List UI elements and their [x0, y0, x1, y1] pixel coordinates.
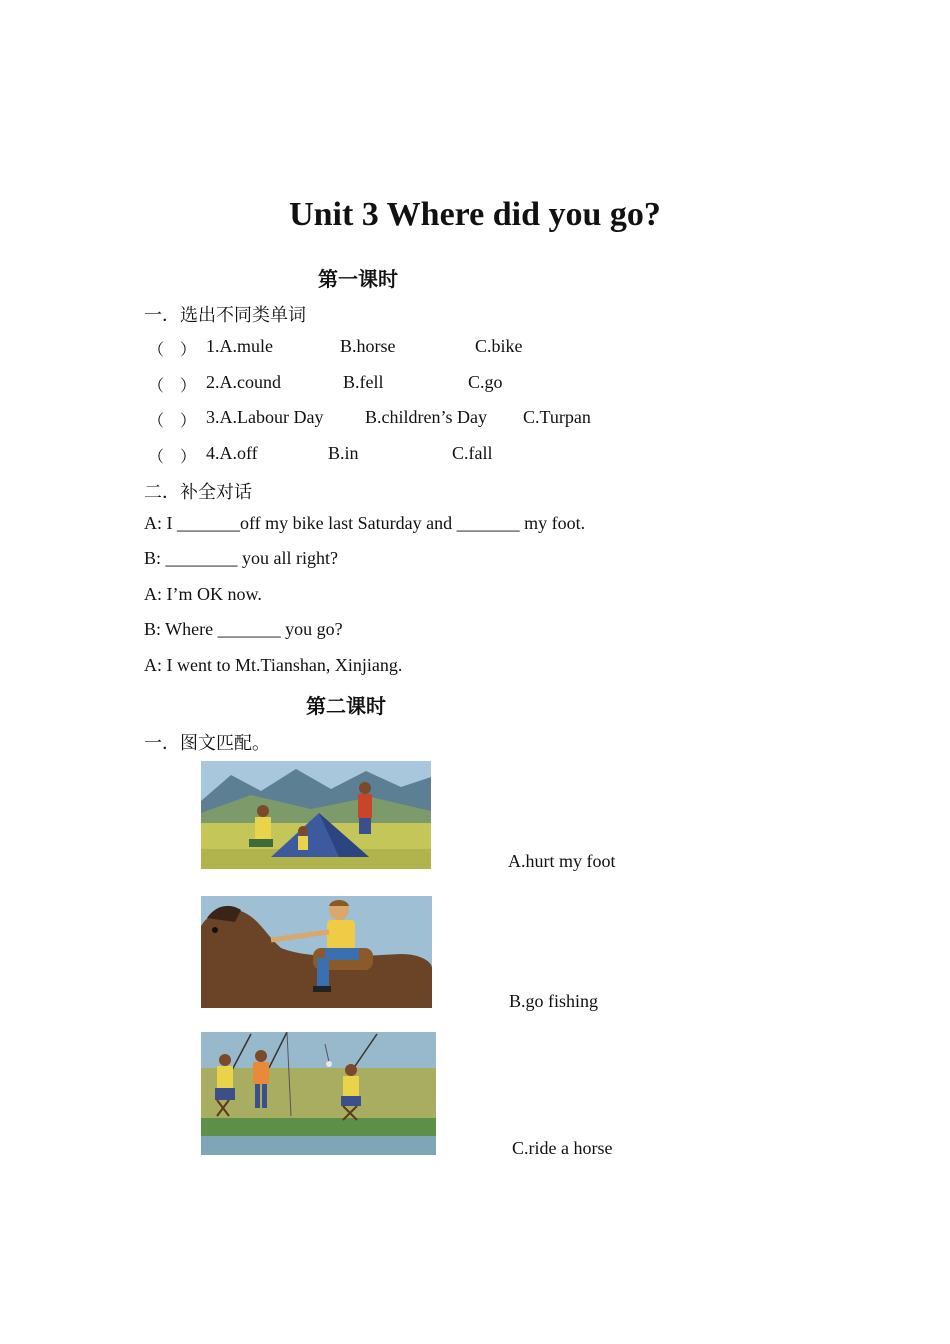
match-option-b: B.go fishing: [509, 991, 599, 1011]
option-a: 4.A.off: [206, 443, 258, 463]
dialogue-line: A: I’m OK now.: [144, 584, 262, 604]
option-a: 1.A.mule: [206, 336, 273, 356]
lesson2-heading: 第二课时: [306, 696, 386, 718]
tent-camping-picture: [201, 761, 431, 869]
option-c: C.go: [468, 372, 503, 392]
option-b: B.horse: [340, 336, 396, 356]
horse-riding-picture: [201, 896, 432, 1008]
lesson1-part2-heading: 二．补全对话: [144, 482, 252, 502]
match-option-c: C.ride a horse: [512, 1138, 613, 1158]
option-b: B.in: [328, 443, 359, 463]
option-c: C.bike: [475, 336, 523, 356]
answer-parentheses: （ ）: [148, 413, 197, 430]
dialogue-line: B: ________ you all right?: [144, 548, 338, 568]
option-c: C.Turpan: [523, 407, 591, 427]
answer-parentheses: （ ）: [148, 342, 197, 359]
dialogue-line: A: I _______off my bike last Saturday and _______ my foot.: [144, 513, 586, 533]
fishing-picture: [201, 1032, 436, 1155]
option-c: C.fall: [452, 443, 493, 463]
lesson1-heading: 第一课时: [318, 269, 398, 291]
option-b: B.fell: [343, 372, 384, 392]
lesson1-part1-heading: 一．选出不同类单词: [144, 305, 306, 325]
dialogue-line: B: Where _______ you go?: [144, 619, 343, 639]
dialogue-line: A: I went to Mt.Tianshan, Xinjiang.: [144, 655, 403, 675]
answer-parentheses: （ ）: [148, 449, 197, 466]
option-a: 3.A.Labour Day: [206, 407, 324, 427]
option-b: B.children’s Day: [365, 407, 487, 427]
option-a: 2.A.cound: [206, 372, 281, 392]
answer-parentheses: （ ）: [148, 378, 197, 395]
lesson2-part1-heading: 一．图文匹配。: [144, 733, 270, 753]
page-title: Unit 3 Where did you go?: [289, 196, 661, 233]
match-option-a: A.hurt my foot: [508, 851, 616, 871]
